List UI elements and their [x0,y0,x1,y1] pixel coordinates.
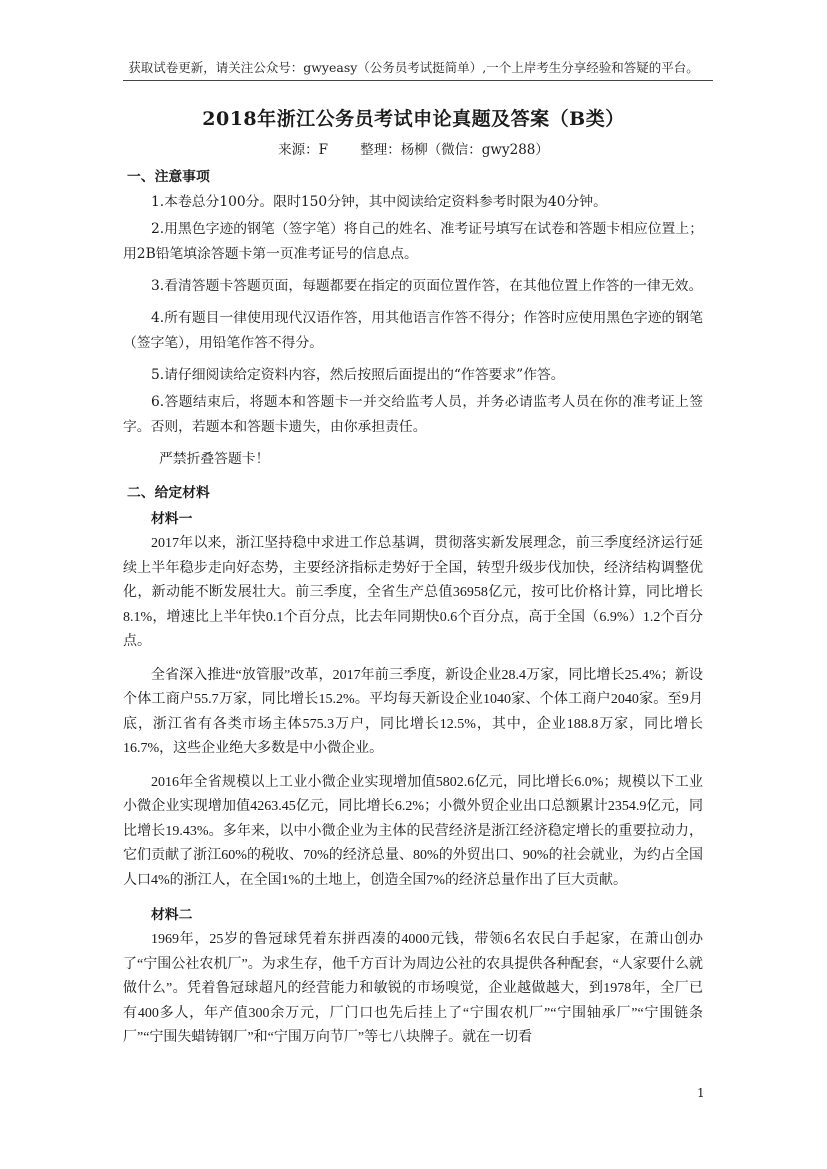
material-heading-2: 材料二 [151,907,193,923]
notice-item: 6.答题结束后，将题本和答题卡一并交给监考人员，并务必请监考人员在你的准考证上签字。否则，若题本和答题卡遗失，由你承担责任。 [123,394,703,435]
document-meta [0,138,827,158]
document-title: 2018年浙江公务员考试申论真题及答案（B类） [202,108,625,130]
notice-item: 3.看清答题卡答题页面，每题都要在指定的页面位置作答，在其他位置上作答的一律无效。 [151,278,703,294]
material-heading-1: 材料一 [151,511,193,527]
header-note: 获取试卷更新，请关注公众号：gwyeasy（公务员考试挺简单）,一个上岸考生分享经验和答疑的平台。 [128,60,699,75]
notice-item: 4.所有题目一律使用现代汉语作答，用其他语言作答不得分；作答时应使用黑色字迹的钢笔（签字笔），用铅笔作答不得分。 [123,310,703,351]
document-editor: 整理：杨柳（微信：gwy288） [360,142,549,158]
notice-item: 2.用黑色字迹的钢笔（签字笔）将自己的姓名、准考证号填写在试卷和答题卡相应位置上；用2B铅笔填涂答题卡第一页准考证号的信息点。 [123,221,703,262]
page-number: 1 [697,1086,705,1100]
document-source: 来源：F [278,142,328,158]
material-paragraph: 2016年全省规模以上工业小微企业实现增加值5802.6亿元，同比增长6.0%；规模以下工业小微企业实现增加值4263.45亿元，同比增长6.2%；小微外贸企业出口总额累计2354.9亿元，同比增长19.43%。多年来，以中小微企业为主体的民营经济是浙江经济稳定增长的重要拉动力，它们贡献了浙江60%的税收、70%的经济总量、80%的外贸出口、90%的社会就业，为约占全国人口4%的浙江人，在全国1%的土地上，创造全国7%的经济总量作出了巨大贡献。 [123,774,703,888]
notice-item: 5.请仔细阅读给定资料内容，然后按照后面提出的“作答要求”作答。 [151,367,565,383]
material-paragraph: 1969年，25岁的鲁冠球凭着东拼西凑的4000元钱，带领6名农民白手起家，在萧山创办了“宁围公社农机厂”。为求生存，他千方百计为周边公社的农具提供各种配套，“人家要什么就做什么”。凭着鲁冠球超凡的经营能力和敏锐的市场嗅觉，企业越做越大，到1978年，全厂已有400多人，年产值300余万元，厂门口也先后挂上了“宁围农机厂”“宁围轴承厂”“宁围链条厂”“宁围失蜡铸钢厂”和“宁围万向节厂”等七八块牌子。就在一切看 [123,932,703,1045]
document-body [123,164,703,1060]
section-heading-notices: 一、注意事项 [127,169,210,185]
notice-item: 1.本卷总分100分。限时150分钟，其中阅读给定资料参考时限为40分钟。 [151,194,607,210]
section-heading-materials: 二、给定材料 [127,485,210,501]
material-paragraph: 2017年以来，浙江坚持稳中求进工作总基调，贯彻落实新发展理念，前三季度经济运行延续上半年稳步走向好态势，主要经济指标走势好于全国，转型升级步伐加快，经济结构调整优化，新动能不断发展壮大。前三季度，全省生产总值36958亿元，按可比价格计算，同比增长8.1%，增速比上半年快0.1个百分点，比去年同期快0.6个百分点，高于全国（6.9%）1.2个百分点。 [123,536,703,649]
warning-note: 严禁折叠答题卡！ [159,451,270,467]
material-paragraph: 全省深入推进“放管服”改革，2017年前三季度，新设企业28.4万家，同比增长25.4%；新设个体工商户55.7万家，同比增长15.2%。平均每天新设企业1040家、个体工商户2040家。至9月底，浙江省有各类市场主体575.3万户，同比增长12.5%，其中，企业188.8万家，同比增长16.7%，这些企业绝大多数是中小微企业。 [123,667,703,756]
header-divider [123,80,713,81]
